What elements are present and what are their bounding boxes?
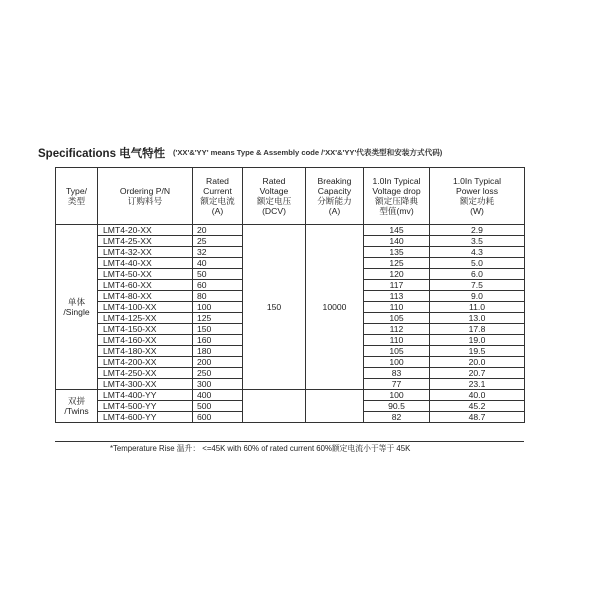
voltage-drop-cell: 105: [364, 346, 430, 357]
spec-table-wrapper: [55, 167, 524, 423]
power-loss-cell: 17.8: [430, 324, 525, 335]
rated-current-cell: 25: [193, 236, 243, 247]
power-loss-cell: 45.2: [430, 401, 525, 412]
power-loss-cell: 20.7: [430, 368, 525, 379]
ordering-pn-cell: LMT4-20-XX: [98, 225, 193, 236]
power-loss-cell: 7.5: [430, 280, 525, 291]
rated-voltage-empty-cell: [243, 390, 306, 423]
rated-current-cell: 250: [193, 368, 243, 379]
ordering-pn-cell: LMT4-500-YY: [98, 401, 193, 412]
ordering-pn-cell: LMT4-250-XX: [98, 368, 193, 379]
group-label: 单体: [67, 297, 86, 307]
header-breaking-capacity: Breaking Capacity 分断能力 (A): [306, 168, 364, 225]
voltage-drop-cell: 82: [364, 412, 430, 423]
rated-current-cell: 125: [193, 313, 243, 324]
voltage-drop-cell: 120: [364, 269, 430, 280]
rated-current-cell: 160: [193, 335, 243, 346]
power-loss-cell: 5.0: [430, 258, 525, 269]
ordering-pn-cell: LMT4-100-XX: [98, 302, 193, 313]
voltage-drop-cell: 145: [364, 225, 430, 236]
voltage-drop-cell: 140: [364, 236, 430, 247]
ordering-pn-cell: LMT4-40-XX: [98, 258, 193, 269]
voltage-drop-cell: 135: [364, 247, 430, 258]
spec-table: [55, 167, 525, 423]
header-type: Type/ 类型: [56, 168, 98, 225]
voltage-drop-cell: 110: [364, 302, 430, 313]
ordering-pn-cell: LMT4-600-YY: [98, 412, 193, 423]
breaking-capacity-cell: 10000: [306, 225, 364, 390]
voltage-drop-cell: 125: [364, 258, 430, 269]
ordering-pn-cell: LMT4-150-XX: [98, 324, 193, 335]
voltage-drop-cell: 110: [364, 335, 430, 346]
rated-current-cell: 80: [193, 291, 243, 302]
voltage-drop-cell: 117: [364, 280, 430, 291]
ordering-pn-cell: LMT4-32-XX: [98, 247, 193, 258]
rated-voltage-cell: 150: [243, 225, 306, 390]
header-ordering-pn: Ordering P/N 订购料号: [98, 168, 193, 225]
rated-current-cell: 500: [193, 401, 243, 412]
ordering-pn-cell: LMT4-125-XX: [98, 313, 193, 324]
ordering-pn-cell: LMT4-50-XX: [98, 269, 193, 280]
voltage-drop-cell: 112: [364, 324, 430, 335]
rated-current-cell: 100: [193, 302, 243, 313]
header-power-loss: 1.0In Typical Power loss 额定功耗 (W): [430, 168, 525, 225]
spec-heading: [38, 145, 562, 163]
voltage-drop-cell: 100: [364, 390, 430, 401]
rated-current-cell: 60: [193, 280, 243, 291]
ordering-pn-cell: LMT4-180-XX: [98, 346, 193, 357]
power-loss-cell: 48.7: [430, 412, 525, 423]
power-loss-cell: 4.3: [430, 247, 525, 258]
ordering-pn-cell: LMT4-60-XX: [98, 280, 193, 291]
power-loss-cell: 19.0: [430, 335, 525, 346]
group-label: /Twins: [64, 406, 89, 416]
ordering-pn-cell: LMT4-80-XX: [98, 291, 193, 302]
power-loss-cell: 9.0: [430, 291, 525, 302]
power-loss-cell: 6.0: [430, 269, 525, 280]
power-loss-cell: 2.9: [430, 225, 525, 236]
ordering-pn-cell: LMT4-200-XX: [98, 357, 193, 368]
rated-current-cell: 400: [193, 390, 243, 401]
rated-current-cell: 200: [193, 357, 243, 368]
voltage-drop-cell: 100: [364, 357, 430, 368]
power-loss-cell: 23.1: [430, 379, 525, 390]
header-row: [56, 168, 525, 225]
header-rated-current: Rated Current 额定电流 (A): [193, 168, 243, 225]
power-loss-cell: 3.5: [430, 236, 525, 247]
group-label: 双拼: [67, 396, 86, 406]
ordering-pn-cell: LMT4-400-YY: [98, 390, 193, 401]
voltage-drop-cell: 113: [364, 291, 430, 302]
table-row: [56, 390, 525, 401]
rated-current-cell: 50: [193, 269, 243, 280]
power-loss-cell: 40.0: [430, 390, 525, 401]
bottom-rule: [55, 441, 524, 442]
ordering-pn-cell: LMT4-160-XX: [98, 335, 193, 346]
breaking-capacity-empty-cell: [306, 390, 364, 423]
table-row: [56, 225, 525, 236]
spec-code-note: ('XX'&'YY' means Type & Assembly code /'XX'&'YY'代表类型和安装方式代码): [173, 148, 443, 157]
power-loss-cell: 11.0: [430, 302, 525, 313]
header-rated-voltage: Rated Voltage 额定电压 (DCV): [243, 168, 306, 225]
temperature-footnote: *Temperature Rise 温升： <=45K with 60% of rated current 60%额定电流小于等于 45K: [110, 444, 411, 453]
voltage-drop-cell: 77: [364, 379, 430, 390]
power-loss-cell: 19.5: [430, 346, 525, 357]
rated-current-cell: 40: [193, 258, 243, 269]
rated-current-cell: 20: [193, 225, 243, 236]
group-single: [56, 225, 98, 390]
ordering-pn-cell: LMT4-25-XX: [98, 236, 193, 247]
voltage-drop-cell: 90.5: [364, 401, 430, 412]
voltage-drop-cell: 105: [364, 313, 430, 324]
voltage-drop-cell: 83: [364, 368, 430, 379]
power-loss-cell: 13.0: [430, 313, 525, 324]
header-voltage-drop: 1.0In Typical Voltage drop 额定压降典 型值(mv): [364, 168, 430, 225]
spec-table-body: [56, 225, 525, 423]
spec-title: Specifications 电气特性: [38, 148, 166, 160]
rated-current-cell: 300: [193, 379, 243, 390]
group-label: /Single: [63, 307, 90, 317]
rated-current-cell: 32: [193, 247, 243, 258]
rated-current-cell: 600: [193, 412, 243, 423]
ordering-pn-cell: LMT4-300-XX: [98, 379, 193, 390]
rated-current-cell: 180: [193, 346, 243, 357]
power-loss-cell: 20.0: [430, 357, 525, 368]
group-twins: [56, 390, 98, 423]
rated-current-cell: 150: [193, 324, 243, 335]
